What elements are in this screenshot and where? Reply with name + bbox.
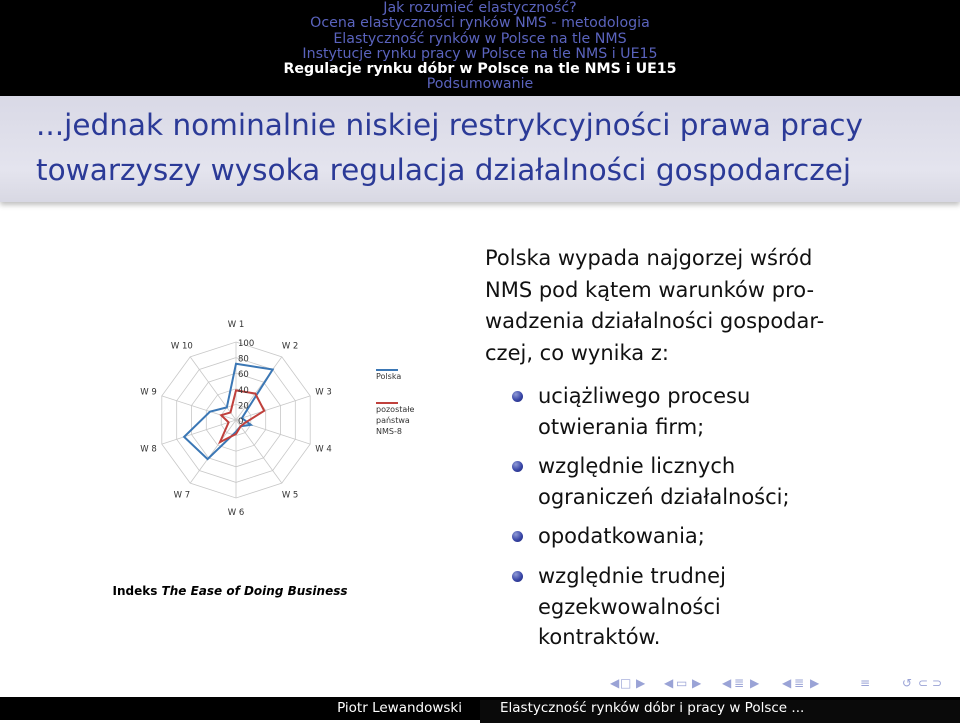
bullet-text [538,561,726,653]
category-label: W 6 [227,508,245,518]
nav-symbol-icon[interactable]: ▶ [692,676,702,690]
category-label: W 7 [173,490,191,501]
section-navigation [0,0,960,96]
footer-author: Piotr Lewandowski [337,700,462,716]
nav-item-2[interactable]: Ocena elastyczności rynków NMS - metodologia [310,15,650,32]
nav-symbol-icon[interactable]: ▭ [676,676,688,690]
body-line: czej, co wynika z: [485,340,669,365]
bullet-icon [512,571,523,582]
nav-symbol-icon[interactable]: ≡ [860,676,871,690]
nav-symbol-icon[interactable]: ⊂ [918,676,929,690]
series-line-polska [184,364,273,459]
nav-symbol-icon[interactable]: □ [620,676,632,690]
category-label: W 9 [140,387,157,398]
caption-prefix: Indeks [112,584,162,598]
bullet-line: kontraktów. [538,625,661,649]
nav-symbol-icon[interactable]: ◀ [610,676,620,690]
nav-symbol-icon[interactable]: ▶ [636,676,646,690]
nav-symbol-icon[interactable]: ≣ [734,676,745,690]
category-label: W 1 [227,320,245,330]
nav-symbol-icon[interactable]: ⊃ [932,676,943,690]
bullet-icon [512,461,523,472]
category-label: W 5 [281,490,299,501]
body-line: Polska wypada najgorzej wśród [485,246,813,270]
category-label: W 3 [315,387,332,398]
caption-emphasis: The Ease of Doing Business [161,584,348,598]
category-label: W 2 [281,341,299,352]
beamer-navigation-symbols [606,676,956,690]
nav-item-6[interactable]: Podsumowanie [426,76,534,93]
radar-chart-svg [140,318,420,548]
category-label: W 4 [315,444,332,455]
frame-title-line-1: ...jednak nominalnie niskiej restrykcyjności prawa pracy [36,108,863,142]
frame-title-line-2: towarzyszy wysoka regulacja działalności gospodarczej [36,153,852,187]
radial-tick-label: 60 [238,370,249,381]
bullet-line: opodatkowania; [538,524,705,548]
footer [0,697,960,720]
bullet-line: otwierania firm; [538,414,705,439]
nav-item-1[interactable]: Jak rozumieć elastyczność? [383,0,577,16]
bullet-text [538,451,790,512]
radial-tick-label: 100 [238,339,255,349]
bullet-text [538,381,750,442]
nav-item-3[interactable]: Elastyczność rynków w Polsce na tle NMS [333,30,627,47]
radial-tick-label: 80 [238,354,249,365]
bullet-text [538,521,705,552]
radar-chart [140,318,420,548]
bullet-line: względnie trudnej [538,564,726,588]
nav-symbol-icon[interactable]: ↺ [902,676,913,690]
frame-title [0,96,960,202]
radial-tick-label: 20 [238,401,249,412]
nav-symbol-icon[interactable]: ≣ [794,676,805,690]
footer-short-title: Elastyczność rynków dóbr i pracy w Polsce ... [480,700,960,723]
chart-caption [110,584,350,598]
legend-label: państwa [376,416,410,425]
nav-symbol-icon[interactable]: ◀ [664,676,674,690]
bullet-line: egzekwowalności [538,594,721,619]
grid-spoke [236,420,282,483]
bullet-line: uciążliwego procesu [538,384,751,408]
legend-label: Polska [376,372,402,381]
nav-symbol-icon[interactable]: ▶ [810,676,820,690]
radial-tick-label: 40 [238,385,249,396]
radial-tick-label: 0 [238,417,244,427]
nav-symbol-icon[interactable]: ◀ [782,676,792,690]
bullet-line: ograniczeń działalności; [538,484,790,509]
bullet-line: względnie licznych [538,454,736,478]
nav-symbol-icon[interactable]: ◀ [722,676,732,690]
category-label: W 10 [170,341,193,352]
bullet-icon [512,391,523,402]
grid-spoke [190,420,236,483]
category-label: W 8 [140,444,157,455]
bullet-icon [512,531,523,542]
body-line: NMS pod kątem warunków pro- [485,277,815,302]
nav-item-4[interactable]: Instytucje rynku pracy w Polsce na tle NMS i UE15 [302,45,658,62]
body-line: wadzenia działalności gospodar- [485,309,825,333]
legend-label: pozostałe [376,405,415,414]
nav-item-5[interactable]: Regulacje rynku dóbr w Polsce na tle NMS i UE15 [283,61,677,78]
nav-symbol-icon[interactable]: ▶ [750,676,760,690]
grid-spoke [236,420,310,444]
body-paragraph [485,243,865,369]
legend-label: NMS-8 [376,427,402,436]
